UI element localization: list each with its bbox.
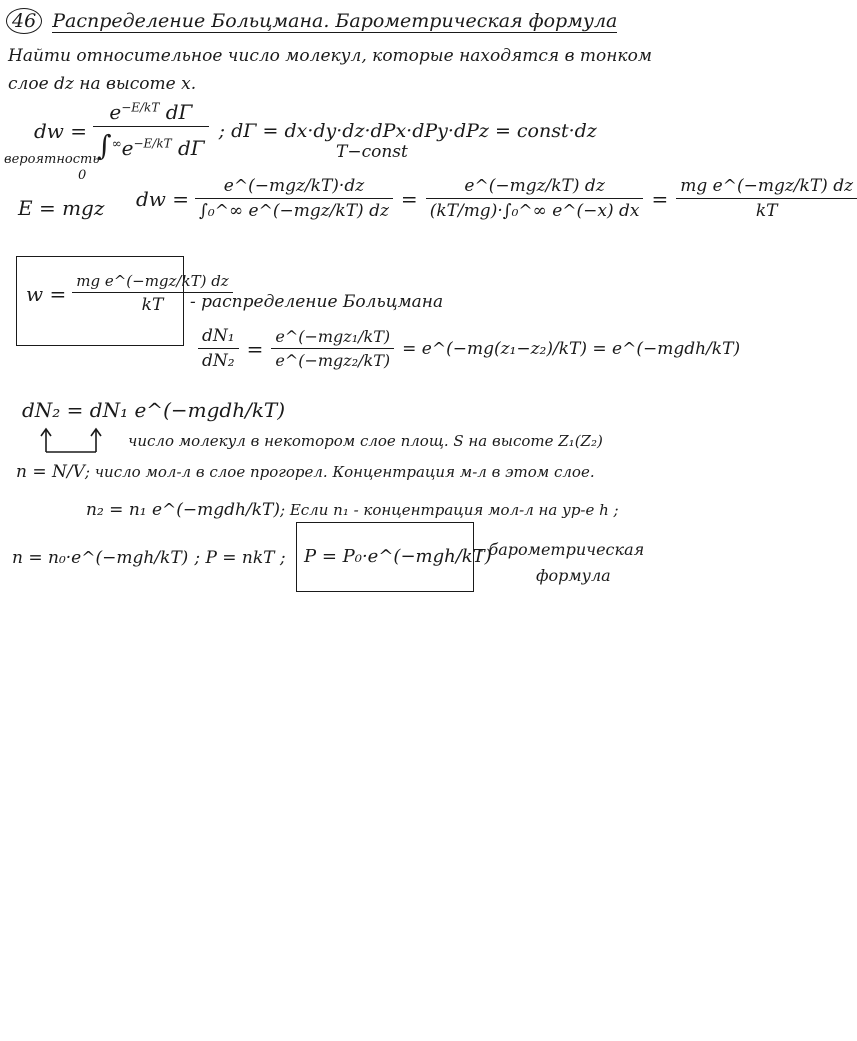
boltzmann-formula: w = $\frac{\text{mg e\textasciicircum{}(−mgz/kT) dz}}{kT}$ (26, 272, 233, 315)
eq2-fraction-2: $\frac{\text{e\textasciicircum{}(−mgz/kT) dz}}{\text{(kT/mg)·∫₀\textasciicircum{}∞ e\textasciicircum{}(−x) dx}}$ (426, 176, 644, 221)
t-const-label: T−const (336, 142, 408, 162)
lower-limit-zero: 0 (78, 168, 87, 183)
page-title: Распределение Больцмана. Барометрическая формула (52, 10, 618, 32)
barometric-caption-2: формула (536, 566, 611, 585)
concentration-definition: n = N/V; число мол-л в слое прогорел. Концентрация м-л в этом слое. (16, 462, 595, 482)
concentration-relation: n₂ = n₁ e^(−mgdh/kT); Если n₁ - концентрация мол-л на ур-е h ; (86, 500, 619, 520)
eq1-denominator: $\int^\infty e^{-E/kT}$ dΓ (97, 129, 205, 162)
eq1-numerator: $e^{-E/kT}$ dΓ (109, 100, 193, 124)
probability-label: вероятность (4, 152, 100, 167)
eq2-equals-1: = (400, 186, 418, 211)
eq1-fraction (93, 100, 209, 162)
note-molecules-in-layer: число молекул в некотором слое площ. S на высоте Z₁(Z₂) (128, 432, 603, 450)
barometric-formula: P = P₀·e^(−mgh/kT) (304, 546, 492, 567)
equation-dn2: dN₂ = dN₁ e^(−mgdh/kT) (22, 398, 286, 422)
task-line-2: слое dz на высоте x. (8, 74, 197, 94)
eq2-lhs: dw = (136, 186, 190, 211)
energy-formula: E = mgz (18, 196, 105, 220)
equation-dw-general (34, 100, 597, 162)
eq2-fraction-1: $\frac{\text{e\textasciicircum{}(−mgz/kT)·dz}}{\text{∫₀\textasciicircum{}∞ e\textasciicircum{}(−mgz/kT) dz}}$ (195, 176, 393, 221)
boltzmann-caption: - распределение Больцмана (190, 292, 444, 312)
eq2-equals-2: = (651, 186, 669, 211)
final-concentration: n = n₀·e^(−mgh/kT) ; P = nkT ; (12, 548, 286, 568)
eq1-dgamma: ; dΓ = dx·dy·dz·dPx·dPy·dPz = const·dz (218, 120, 597, 142)
equation-ratio: $\frac{\text{dN₁}}{\text{dN₂}}$ = $\frac{\text{e\textasciicircum{}(−mgz₁/kT)}}{\text{e\textasciicircum{}(−mgz₂/kT)}}$ = e^(−mg(z₁−z₂)/kT) = e^(−mgdh/kT) (198, 326, 740, 371)
problem-number: 46 (6, 8, 42, 34)
eq2-fraction-3: $\frac{\text{mg e\textasciicircum{}(−mgz/kT) dz}}{kT}$ (676, 176, 857, 221)
equation-dw-gravity (136, 176, 857, 221)
page-header (6, 8, 617, 34)
task-line-1: Найти относительное число молекул, которые находятся в тонком (8, 46, 652, 66)
barometric-caption-1: - барометрическая (478, 540, 645, 559)
eq1-lhs: dw = (34, 119, 88, 143)
arrows-graphic (36, 426, 116, 456)
